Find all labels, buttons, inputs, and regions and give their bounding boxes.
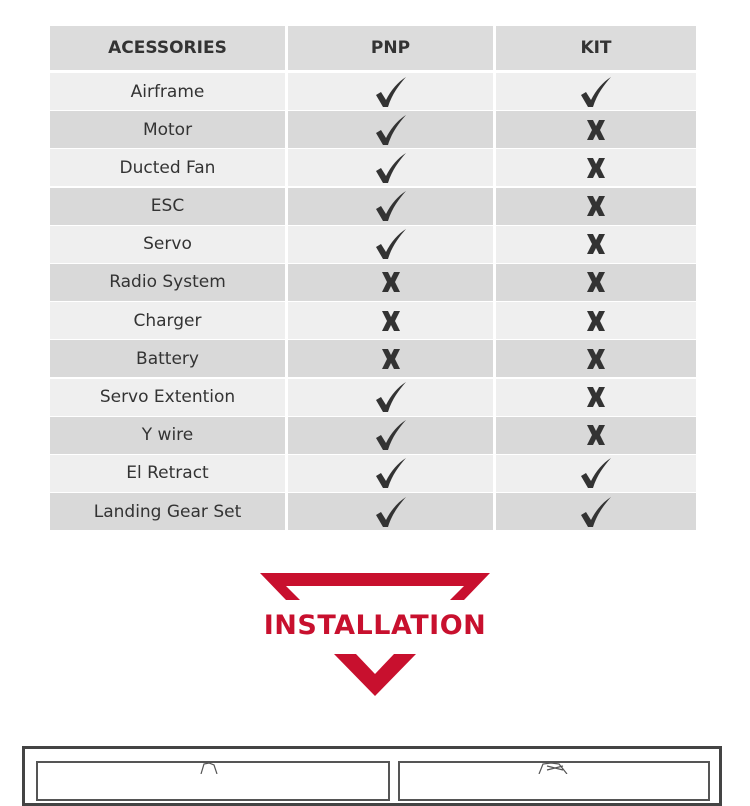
check-icon: [374, 457, 408, 489]
accessory-name: Motor: [50, 111, 285, 148]
accessory-name: ESC: [50, 188, 285, 225]
part-sketch-icon: [535, 762, 575, 774]
cross-icon: [374, 343, 408, 375]
table-row: [50, 149, 696, 186]
check-icon: [374, 152, 408, 184]
kit-cell: [496, 493, 696, 530]
cross-icon: [579, 114, 613, 146]
kit-cell: [496, 379, 696, 416]
accessory-name: Charger: [50, 302, 285, 339]
cross-icon: [579, 266, 613, 298]
accessory-name: Landing Gear Set: [50, 493, 285, 530]
pnp-cell: [288, 340, 493, 377]
cross-icon: [579, 419, 613, 451]
header-pnp: PNP: [288, 26, 493, 70]
kit-cell: [496, 73, 696, 110]
check-icon: [579, 76, 613, 108]
accessory-name: Radio System: [50, 264, 285, 301]
table-row: [50, 226, 696, 263]
table-body: [50, 73, 696, 530]
accessory-name: Servo: [50, 226, 285, 263]
header-accessories: ACESSORIES: [50, 26, 285, 70]
accessory-name: Servo Extention: [50, 379, 285, 416]
installation-banner: [250, 570, 500, 700]
cross-icon: [579, 228, 613, 260]
cross-icon: [579, 343, 613, 375]
pnp-cell: [288, 149, 493, 186]
check-icon: [374, 114, 408, 146]
check-icon: [579, 457, 613, 489]
table-row: [50, 264, 696, 301]
pnp-cell: [288, 379, 493, 416]
table-row: [50, 188, 696, 225]
table-row: [50, 302, 696, 339]
table-row: [50, 417, 696, 454]
table-row: [50, 73, 696, 110]
accessory-name: El Retract: [50, 455, 285, 492]
check-icon: [579, 496, 613, 528]
accessory-name: Ducted Fan: [50, 149, 285, 186]
accessory-name: Y wire: [50, 417, 285, 454]
kit-cell: [496, 264, 696, 301]
check-icon: [374, 228, 408, 260]
pnp-cell: [288, 417, 493, 454]
kit-cell: [496, 417, 696, 454]
pnp-cell: [288, 73, 493, 110]
table-row: [50, 340, 696, 377]
table-row: [50, 379, 696, 416]
check-icon: [374, 76, 408, 108]
pnp-cell: [288, 264, 493, 301]
kit-cell: [496, 302, 696, 339]
pnp-cell: [288, 188, 493, 225]
check-icon: [374, 496, 408, 528]
kit-cell: [496, 226, 696, 263]
cross-icon: [579, 381, 613, 413]
pnp-cell: [288, 302, 493, 339]
accessories-table: [50, 26, 696, 531]
cross-icon: [579, 305, 613, 337]
kit-cell: [496, 111, 696, 148]
cross-icon: [374, 305, 408, 337]
table-row: [50, 493, 696, 530]
pnp-cell: [288, 226, 493, 263]
kit-cell: [496, 188, 696, 225]
pnp-cell: [288, 111, 493, 148]
cross-icon: [579, 152, 613, 184]
installation-title: INSTALLATION: [263, 610, 487, 641]
cross-icon: [374, 266, 408, 298]
pnp-cell: [288, 493, 493, 530]
cross-icon: [579, 190, 613, 222]
accessory-name: Battery: [50, 340, 285, 377]
kit-cell: [496, 340, 696, 377]
kit-cell: [496, 149, 696, 186]
table-row: [50, 111, 696, 148]
table-header-row: [50, 26, 696, 70]
kit-cell: [496, 455, 696, 492]
pnp-cell: [288, 455, 493, 492]
check-icon: [374, 381, 408, 413]
header-kit: KIT: [496, 26, 696, 70]
part-sketch-icon: [195, 762, 225, 774]
check-icon: [374, 419, 408, 451]
check-icon: [374, 190, 408, 222]
accessory-name: Airframe: [50, 73, 285, 110]
table-row: [50, 455, 696, 492]
